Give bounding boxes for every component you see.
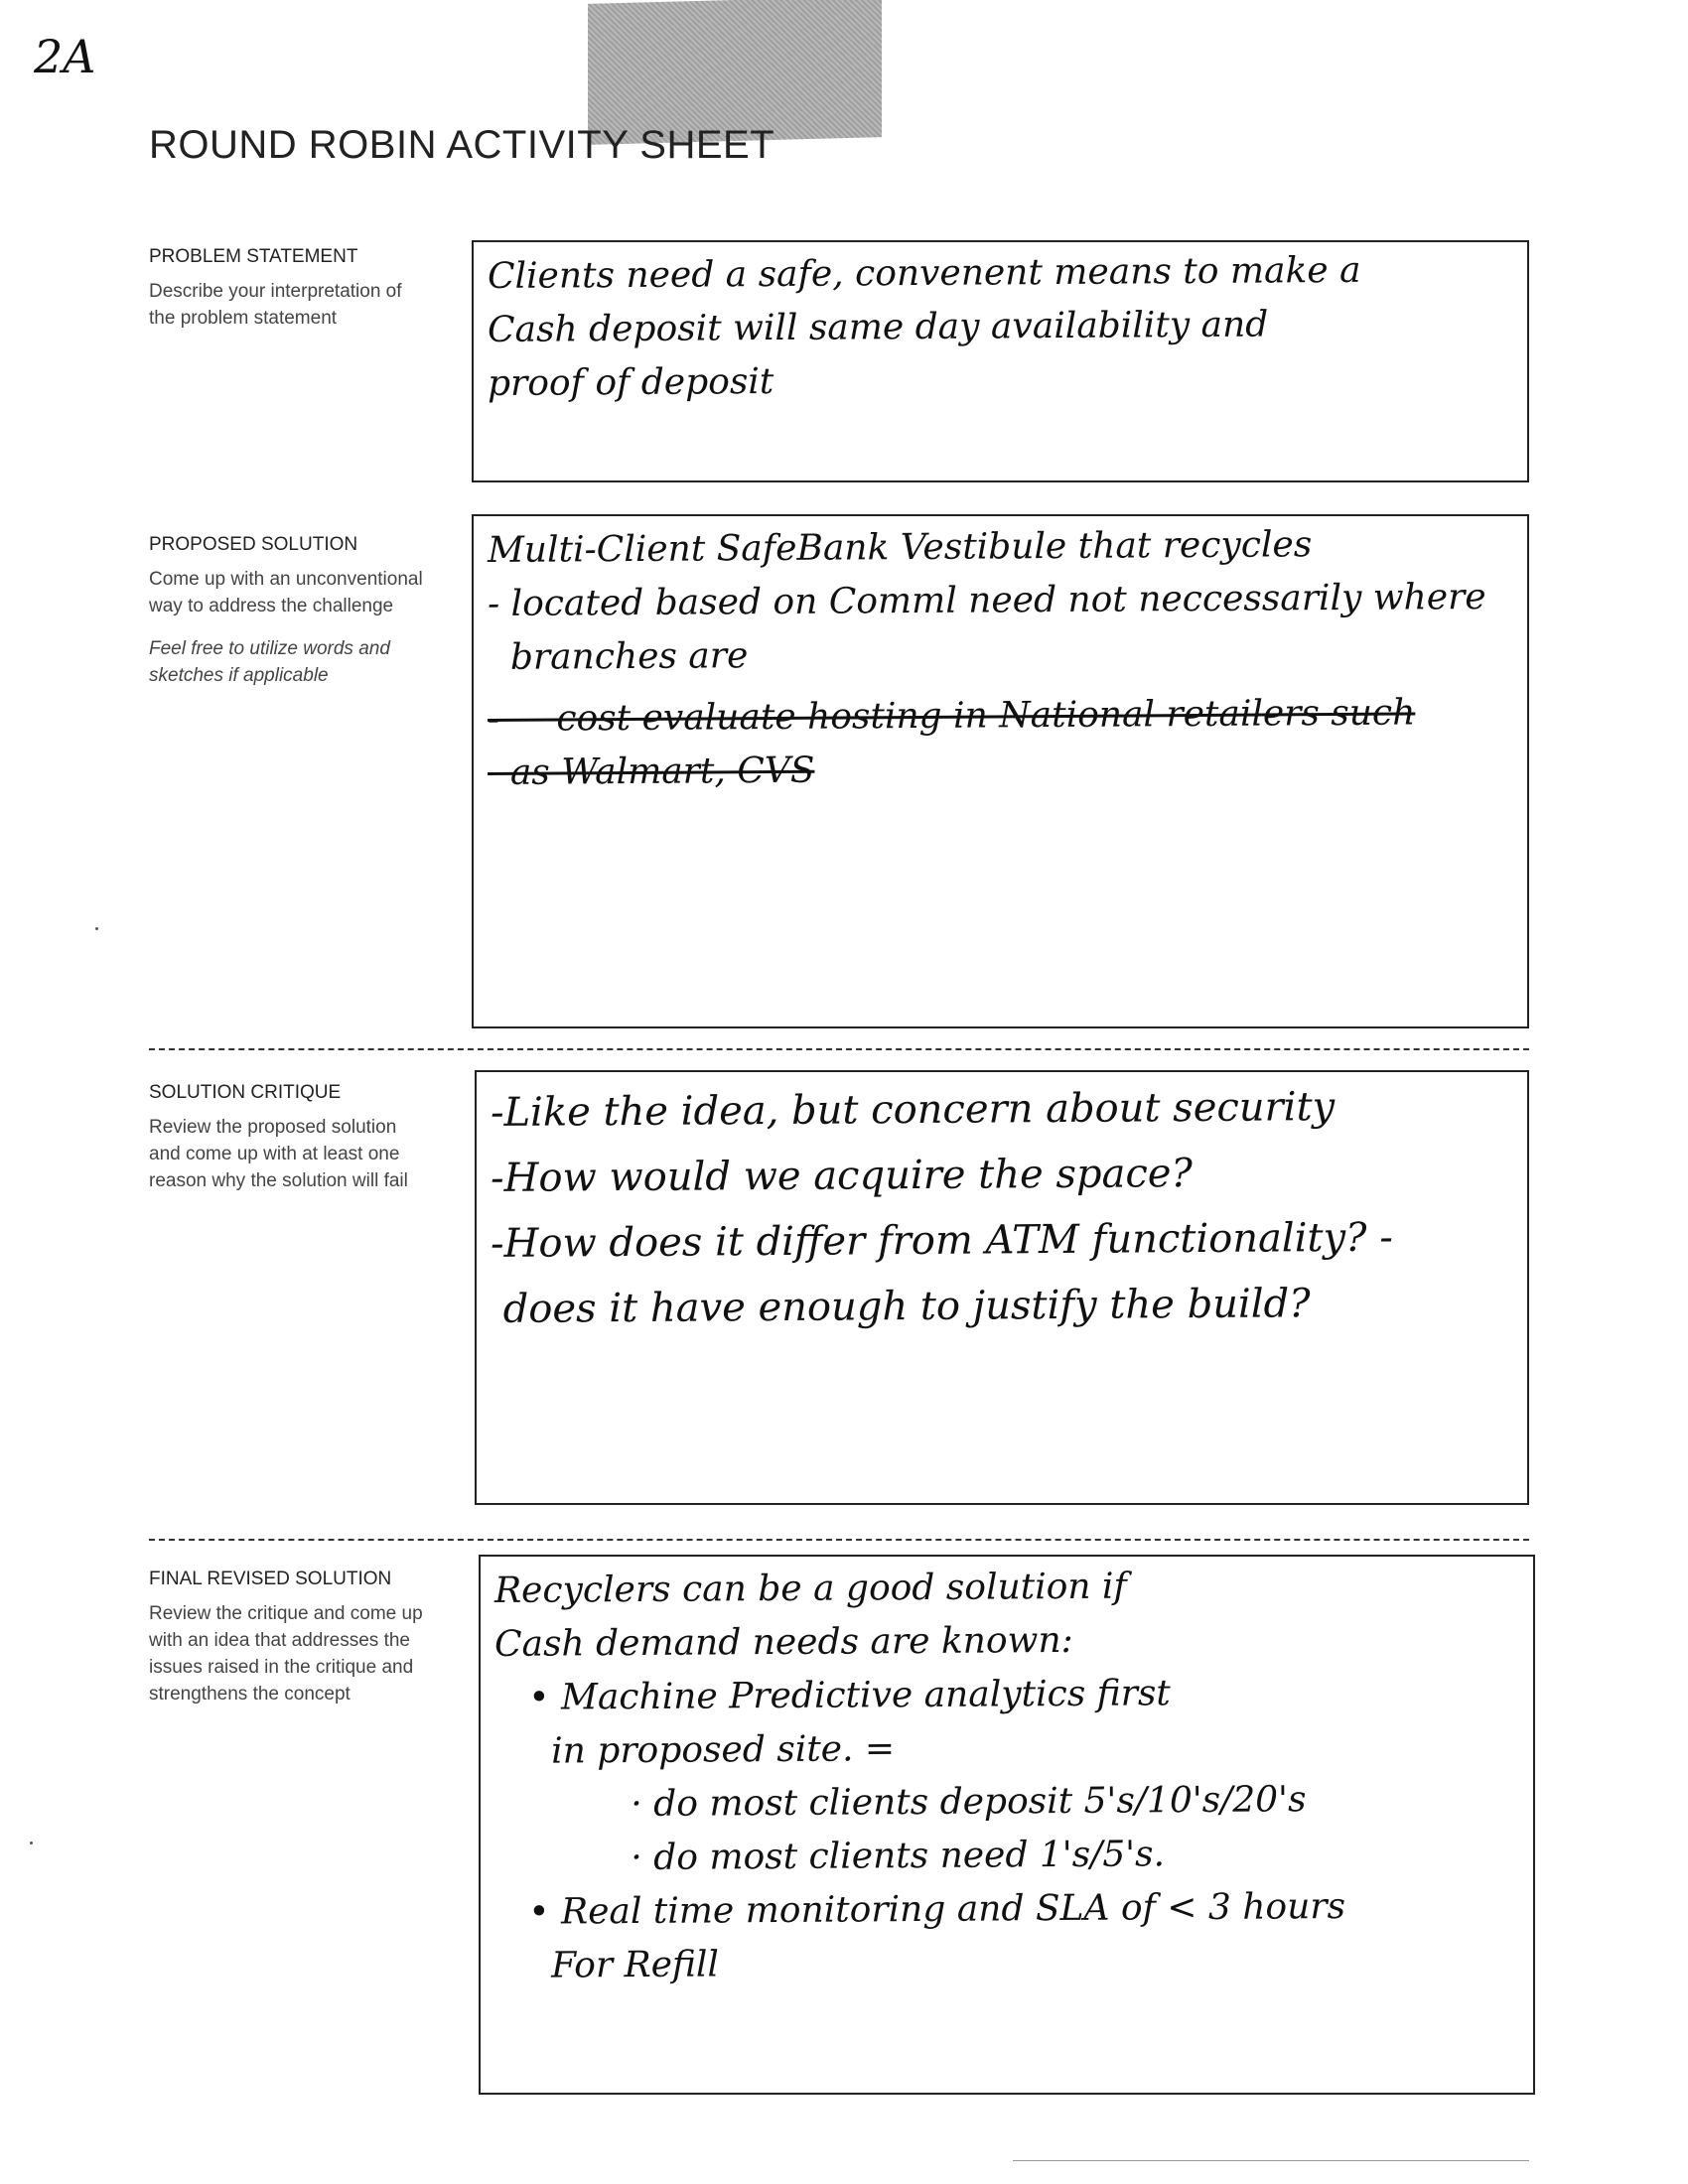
- sheet-title: ROUND ROBIN ACTIVITY SHEET: [149, 123, 775, 167]
- section-description: Describe your interpretation of the problem statement: [149, 281, 402, 329]
- solution-critique-label: [149, 1082, 427, 1194]
- section-description: Review the proposed solution and come up with at least one reason why the solution will fail: [149, 1117, 408, 1191]
- answer-line: proof of deposit: [487, 360, 774, 404]
- proposed-solution-box[interactable]: [472, 514, 1529, 1028]
- final-revised-solution-label: [149, 1569, 427, 1707]
- answer-line: - located based on Comml need not neccessarily where: [487, 576, 1486, 624]
- answer-line: -How would we acquire the space?: [490, 1151, 1194, 1201]
- struck-line: as Walmart, CVS: [487, 750, 815, 793]
- section-note: Feel free to utilize words and sketches if applicable: [149, 638, 390, 686]
- section-divider: [149, 1048, 1529, 1050]
- section-description: Review the critique and come up with an idea that addresses the issues raised in the critique and strengthens the concept: [149, 1603, 423, 1705]
- answer-line: Multi-Client SafeBank Vestibule that recycles: [487, 524, 1313, 571]
- final-revised-solution-box[interactable]: [479, 1555, 1535, 2095]
- answer-line: • Real time monitoring and SLA of < 3 hours: [493, 1886, 1346, 1933]
- solution-critique-box[interactable]: [475, 1070, 1529, 1505]
- proposed-solution-label: [149, 534, 427, 689]
- answer-line: branches are: [487, 635, 749, 678]
- page-number: 2A: [34, 30, 96, 83]
- section-heading: PROBLEM STATEMENT: [149, 246, 358, 267]
- answer-line: -How does it differ from ATM functionality? -: [490, 1214, 1393, 1267]
- answer-line: Recyclers can be a good solution if: [493, 1566, 1127, 1611]
- answer-line: does it have enough to justify the build?: [490, 1281, 1311, 1332]
- answer-line: -Like the idea, but concern about security: [490, 1084, 1336, 1136]
- section-heading: SOLUTION CRITIQUE: [149, 1082, 342, 1103]
- section-heading: PROPOSED SOLUTION: [149, 534, 358, 555]
- section-divider: [149, 1539, 1529, 1541]
- answer-line: Clients need a safe, convenent means to make a: [487, 249, 1361, 297]
- answer-line: Cash deposit will same day availability and: [487, 304, 1269, 350]
- answer-line: Cash demand needs are known:: [493, 1619, 1073, 1665]
- footer-rule: [1013, 2160, 1529, 2161]
- problem-statement-box[interactable]: [472, 240, 1529, 482]
- problem-statement-label: [149, 246, 427, 332]
- answer-line: • Machine Predictive analytics first: [493, 1673, 1171, 1718]
- scan-speck: [30, 1842, 33, 1844]
- answer-line: For Refill: [493, 1944, 720, 1986]
- scan-speck: [95, 927, 98, 930]
- section-heading: FINAL REVISED SOLUTION: [149, 1569, 392, 1589]
- answer-line: · do most clients need 1's/5's.: [493, 1834, 1166, 1879]
- struck-line: - cost evaluate hosting in National retailers such: [487, 692, 1416, 740]
- answer-line: · do most clients deposit 5's/10's/20's: [493, 1779, 1307, 1826]
- answer-line: in proposed site. =: [493, 1728, 896, 1772]
- section-description: Come up with an unconventional way to address the challenge: [149, 569, 423, 616]
